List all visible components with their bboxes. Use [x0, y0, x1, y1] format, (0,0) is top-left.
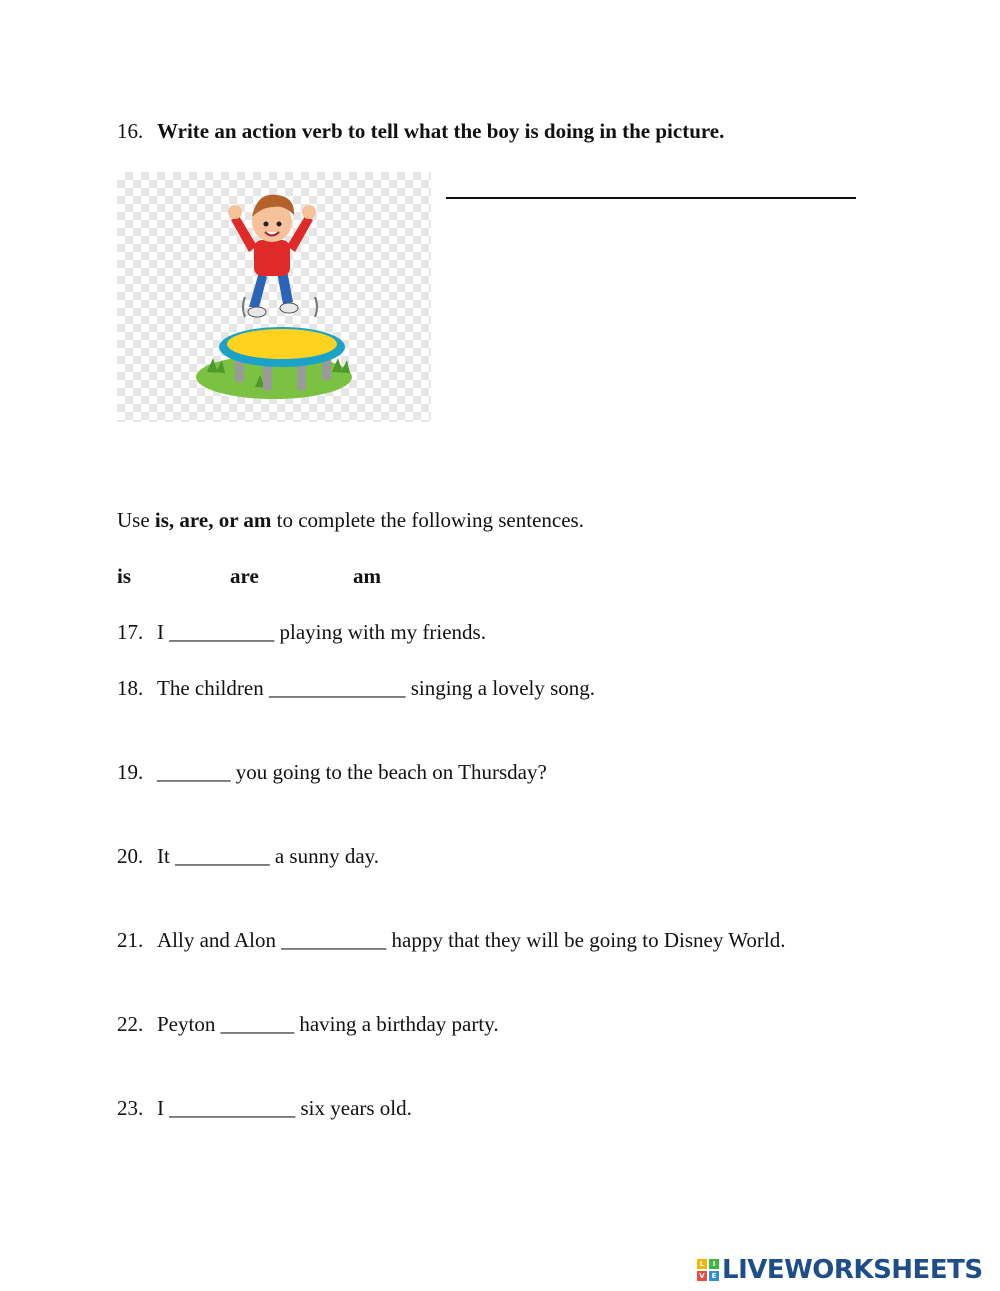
- sentence-number: 21.: [117, 928, 144, 952]
- sentence-number: 23.: [117, 1096, 144, 1120]
- sentence-22: [117, 1012, 499, 1036]
- sentence-20: [117, 844, 379, 868]
- logo-text: LIVEWORKSHEETS: [722, 1255, 983, 1285]
- instruction-suffix: to complete the following sentences.: [271, 508, 584, 532]
- instruction-prefix: Use: [117, 508, 155, 532]
- sentence-17: [117, 620, 486, 644]
- word-bank-are: are: [230, 564, 259, 588]
- logo-block: L: [697, 1259, 707, 1269]
- logo-block: I: [709, 1259, 719, 1269]
- sentence-text: Ally and Alon __________ happy that they will be going to Disney World.: [157, 928, 786, 952]
- word-bank-is: is: [117, 564, 132, 588]
- instruction-bold-words: is, are, or am: [154, 508, 272, 532]
- sentence-text: Peyton _______ having a birthday party.: [157, 1012, 499, 1036]
- instruction: [117, 508, 584, 532]
- sentence-number: 19.: [117, 760, 144, 784]
- sentence-19: [117, 760, 547, 784]
- boy-jumping-illustration: [117, 172, 431, 422]
- sentence-number: 20.: [117, 844, 144, 868]
- sentence-21: [117, 928, 785, 952]
- question-text: Write an action verb to tell what the boy is doing in the picture.: [157, 119, 725, 143]
- liveworksheets-logo: [697, 1254, 983, 1286]
- sentence-23: [117, 1096, 412, 1120]
- sentence-number: 22.: [117, 1012, 144, 1036]
- question-16: [117, 119, 724, 143]
- sentence-text: It _________ a sunny day.: [157, 844, 380, 868]
- sentence-text: I ____________ six years old.: [157, 1096, 412, 1120]
- sentence-text: _______ you going to the beach on Thursday?: [157, 760, 547, 784]
- answer-line[interactable]: [446, 197, 856, 199]
- word-bank: [117, 564, 417, 588]
- sentence-number: 17.: [117, 620, 144, 644]
- logo-block: E: [709, 1271, 719, 1281]
- logo-block: V: [697, 1271, 707, 1281]
- logo-blocks-icon: [697, 1259, 719, 1281]
- sentence-number: 18.: [117, 676, 144, 700]
- sentence-18: [117, 676, 595, 700]
- word-bank-am: am: [353, 564, 381, 588]
- sentence-text: I __________ playing with my friends.: [157, 620, 486, 644]
- question-number: 16.: [117, 119, 144, 143]
- boy-trampoline-picture: [117, 172, 431, 422]
- sentence-text: The children _____________ singing a lovely song.: [157, 676, 596, 700]
